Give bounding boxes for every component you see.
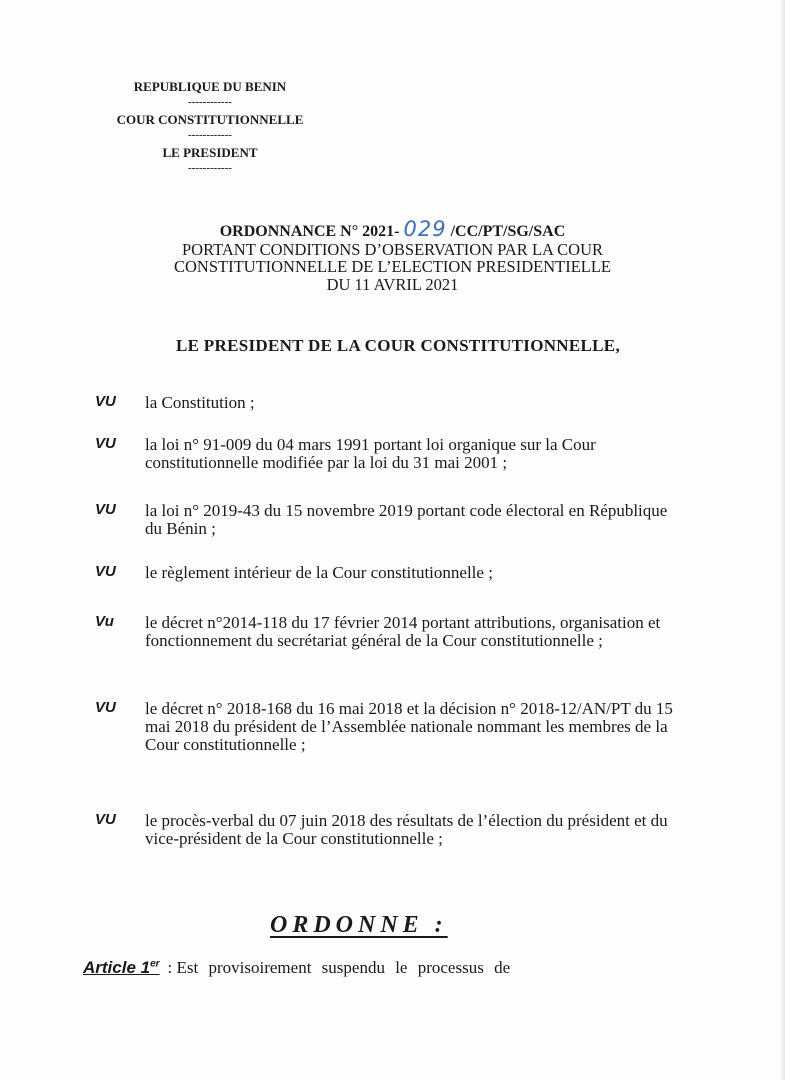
vu-label: VU [95, 501, 116, 518]
vu-item [95, 564, 685, 582]
article-label [83, 958, 160, 977]
article-colon: : [167, 958, 173, 977]
article-label-text: Article 1 [83, 958, 151, 977]
handwritten-number: 029 [403, 217, 447, 241]
president-heading: LE PRESIDENT DE LA COUR CONSTITUTIONNELLE, [175, 336, 620, 355]
ordonnance-prefix: ORDONNANCE N° 2021- [219, 223, 400, 240]
ordonnance-reference [120, 218, 665, 241]
separator: ------------ [188, 129, 232, 141]
article-text: Est provisoirement suspendu le processus de [176, 958, 511, 977]
office-name: LE PRESIDENT [162, 145, 258, 160]
vu-item [95, 614, 685, 650]
document-title [120, 218, 665, 294]
vu-label: VU [95, 563, 116, 580]
vu-text: la loi n° 91-009 du 04 mars 1991 portant loi organique sur la Cour constitutionnelle modifiée par la loi du 31 mai 2001 ; [145, 435, 596, 472]
country-name: REPUBLIQUE DU BENIN [133, 79, 287, 94]
article-1 [83, 958, 683, 978]
vu-text: le règlement intérieur de la Cour constitutionnelle ; [145, 563, 493, 582]
article-label-sup: er [150, 958, 160, 970]
vu-label: VU [95, 811, 116, 828]
vu-label: VU [95, 699, 116, 716]
separator: ------------ [188, 162, 232, 174]
scan-edge [779, 0, 785, 1080]
ordonnance-suffix: /CC/PT/SG/SAC [450, 223, 566, 240]
separator: ------------ [188, 96, 232, 108]
vu-text: le décret n°2014-118 du 17 février 2014 portant attributions, organisation et fonctionnement du secrétariat général de la Cour constitutionnelle ; [145, 613, 661, 650]
vu-label: Vu [95, 613, 114, 630]
letterhead [100, 80, 320, 179]
ordonne-heading: ORDONNE : [270, 912, 448, 938]
vu-text: la Constitution ; [145, 393, 255, 412]
title-line-1: PORTANT CONDITIONS D’OBSERVATION PAR LA COUR [182, 239, 603, 259]
title-line-2: CONSTITUTIONNELLE DE L’ELECTION PRESIDENTIELLE [173, 257, 612, 277]
title-line-3: DU 11 AVRIL 2021 [326, 275, 459, 295]
vu-text: la loi n° 2019-43 du 15 novembre 2019 portant code électoral en République du Bénin ; [145, 501, 668, 538]
vu-item [95, 812, 685, 848]
vu-text: le procès-verbal du 07 juin 2018 des résultats de l’élection du président et du vice-président de la Cour constitutionnelle ; [145, 811, 668, 848]
vu-label: VU [95, 435, 116, 452]
vu-item [95, 394, 685, 412]
vu-item [95, 502, 685, 538]
vu-item [95, 700, 685, 754]
vu-text: le décret n° 2018-168 du 16 mai 2018 et la décision n° 2018-12/AN/PT du 15 mai 2018 du président de l’Assemblée nationale nommant les membres de la Cour constitutionnelle ; [145, 699, 673, 754]
institution-name: COUR CONSTITUTIONNELLE [116, 112, 304, 127]
vu-item [95, 436, 685, 472]
vu-label: VU [95, 393, 116, 410]
